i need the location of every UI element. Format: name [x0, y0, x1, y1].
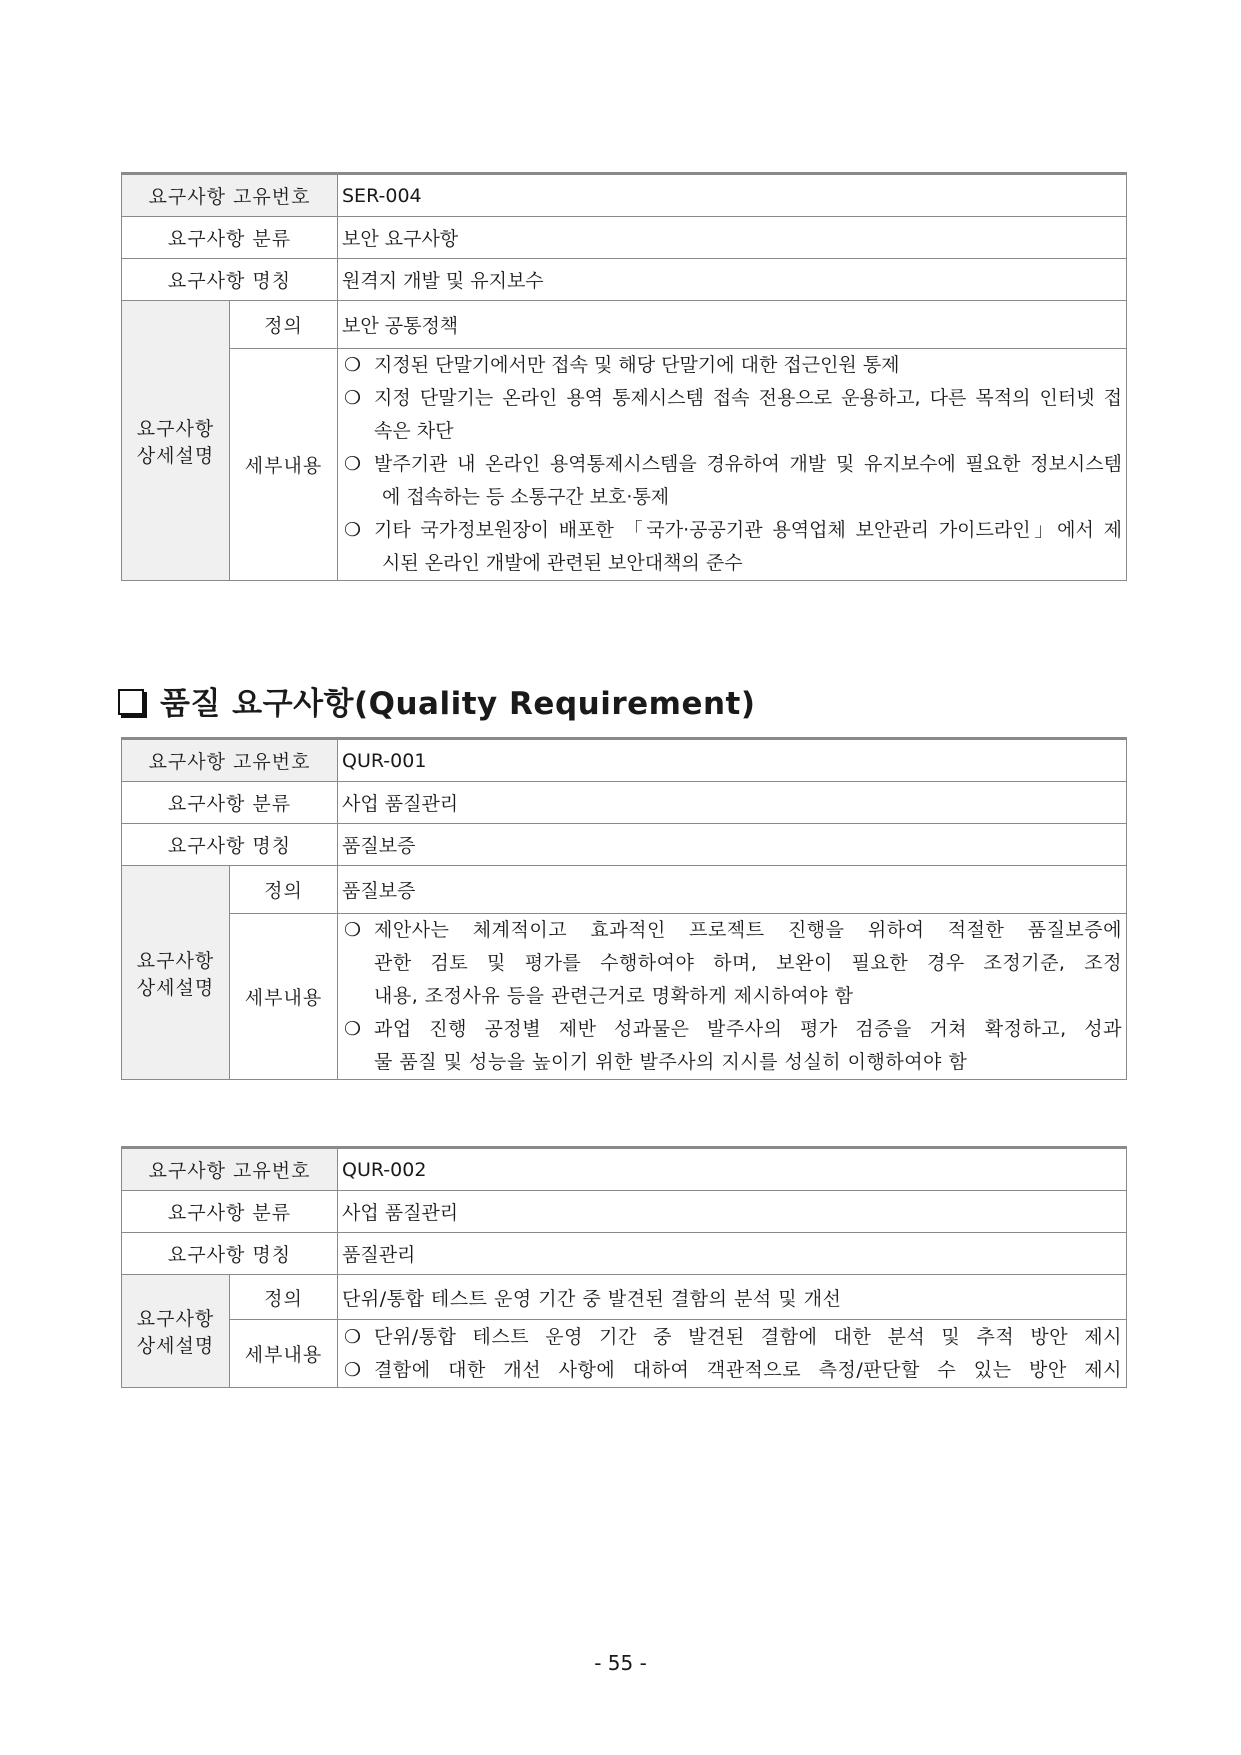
definition-label: 정의 — [230, 1275, 338, 1320]
details-cell — [338, 349, 1127, 581]
details-cell — [338, 914, 1127, 1080]
id-label: 요구사항 고유번호 — [122, 1148, 338, 1191]
detail-item — [342, 1354, 1122, 1387]
detail-group-label — [122, 866, 230, 1080]
detail-item — [342, 448, 1122, 514]
category-value: 사업 품질관리 — [338, 1191, 1127, 1233]
requirement-table-ser-004 — [121, 172, 1127, 581]
detail-line: 내용, 조정사유 등을 관련근거로 명확하게 제시하여야 함 — [374, 985, 854, 1007]
requirement-table-qur-002 — [121, 1146, 1127, 1388]
detail-group-label-line-1: 요구사항 — [136, 417, 215, 440]
details-label: 세부내용 — [230, 349, 338, 581]
circle-bullet-icon: ❍ — [344, 1018, 362, 1040]
id-label: 요구사항 고유번호 — [122, 739, 338, 782]
section-heading — [118, 678, 756, 723]
section-heading-text: 품질 요구사항(Quality Requirement) — [160, 686, 756, 722]
detail-line: 결함에 대한 개선 사항에 대하여 객관적으로 측정/판단할 수 있는 방안 제시 — [374, 1358, 1122, 1381]
circle-bullet-icon: ❍ — [344, 354, 362, 376]
detail-item — [342, 349, 1122, 382]
detail-group-label — [122, 1275, 230, 1388]
page-number: - 55 - — [594, 1651, 647, 1675]
circle-bullet-icon: ❍ — [344, 453, 362, 475]
circle-bullet-icon: ❍ — [344, 519, 362, 541]
definition-value: 품질보증 — [338, 866, 1127, 914]
detail-line: 시된 온라인 개발에 관련된 보안대책의 준수 — [382, 552, 743, 574]
category-value: 사업 품질관리 — [338, 782, 1127, 824]
id-value: SER-004 — [338, 174, 1127, 217]
name-label: 요구사항 명칭 — [122, 824, 338, 866]
detail-item — [342, 1013, 1122, 1079]
detail-line: 단위/통합 테스트 운영 기간 중 발견된 결함에 대한 분석 및 추적 방안 제시 — [374, 1325, 1122, 1348]
detail-line: 제안사는 체계적이고 효과적인 프로젝트 진행을 위하여 적절한 품질보증에 — [374, 919, 1122, 941]
definition-value: 단위/통합 테스트 운영 기간 중 발견된 결함의 분석 및 개선 — [338, 1275, 1127, 1320]
name-value: 원격지 개발 및 유지보수 — [338, 259, 1127, 301]
requirement-table-qur-001 — [121, 737, 1127, 1080]
name-label: 요구사항 명칭 — [122, 259, 338, 301]
category-label: 요구사항 분류 — [122, 217, 338, 259]
detail-item — [342, 914, 1122, 1013]
name-value: 품질보증 — [338, 824, 1127, 866]
detail-line: 기타 국가정보원장이 배포한 「국가·공공기관 용역업체 보안관리 가이드라인」에서 제 — [374, 519, 1122, 541]
detail-group-label-line-2: 상세설명 — [136, 444, 215, 467]
detail-group-label-line-2: 상세설명 — [136, 976, 215, 999]
detail-group-label — [122, 301, 230, 581]
circle-bullet-icon: ❍ — [344, 1358, 362, 1381]
name-value: 품질관리 — [338, 1233, 1127, 1275]
checkbox-square-icon — [118, 689, 144, 715]
detail-group-label-line-1: 요구사항 — [136, 1308, 215, 1330]
detail-line: 에 접속하는 등 소통구간 보호·통제 — [382, 486, 670, 508]
category-label: 요구사항 분류 — [122, 1191, 338, 1233]
detail-group-label-line-2: 상세설명 — [136, 1335, 215, 1357]
detail-line: 지정 단말기는 온라인 용역 통제시스템 접속 전용으로 운용하고, 다른 목적의 인터넷 접 — [374, 387, 1122, 409]
id-value: QUR-002 — [338, 1148, 1127, 1191]
details-label: 세부내용 — [230, 1320, 338, 1388]
detail-item — [342, 1321, 1122, 1354]
details-cell — [338, 1320, 1127, 1388]
id-label: 요구사항 고유번호 — [122, 174, 338, 217]
circle-bullet-icon: ❍ — [344, 387, 362, 409]
definition-label: 정의 — [230, 866, 338, 914]
circle-bullet-icon: ❍ — [344, 1325, 362, 1348]
id-value: QUR-001 — [338, 739, 1127, 782]
detail-line: 발주기관 내 온라인 용역통제시스템을 경유하여 개발 및 유지보수에 필요한 정보시스템 — [374, 453, 1122, 475]
detail-line: 과업 진행 공정별 제반 성과물은 발주사의 평가 검증을 거쳐 확정하고, 성과 — [374, 1018, 1122, 1040]
name-label: 요구사항 명칭 — [122, 1233, 338, 1275]
circle-bullet-icon: ❍ — [344, 919, 362, 941]
details-label: 세부내용 — [230, 914, 338, 1080]
definition-value: 보안 공통정책 — [338, 301, 1127, 349]
detail-item — [342, 514, 1122, 580]
detail-line: 물 품질 및 성능을 높이기 위한 발주사의 지시를 성실히 이행하여야 함 — [374, 1051, 968, 1073]
detail-item — [342, 382, 1122, 448]
category-value: 보안 요구사항 — [338, 217, 1127, 259]
detail-line: 속은 차단 — [374, 420, 454, 442]
detail-line: 관한 검토 및 평가를 수행하여야 하며, 보완이 필요한 경우 조정기준, 조정 — [374, 952, 1122, 974]
definition-label: 정의 — [230, 301, 338, 349]
detail-group-label-line-1: 요구사항 — [136, 949, 215, 972]
category-label: 요구사항 분류 — [122, 782, 338, 824]
detail-line: 지정된 단말기에서만 접속 및 해당 단말기에 대한 접근인원 통제 — [374, 354, 900, 376]
